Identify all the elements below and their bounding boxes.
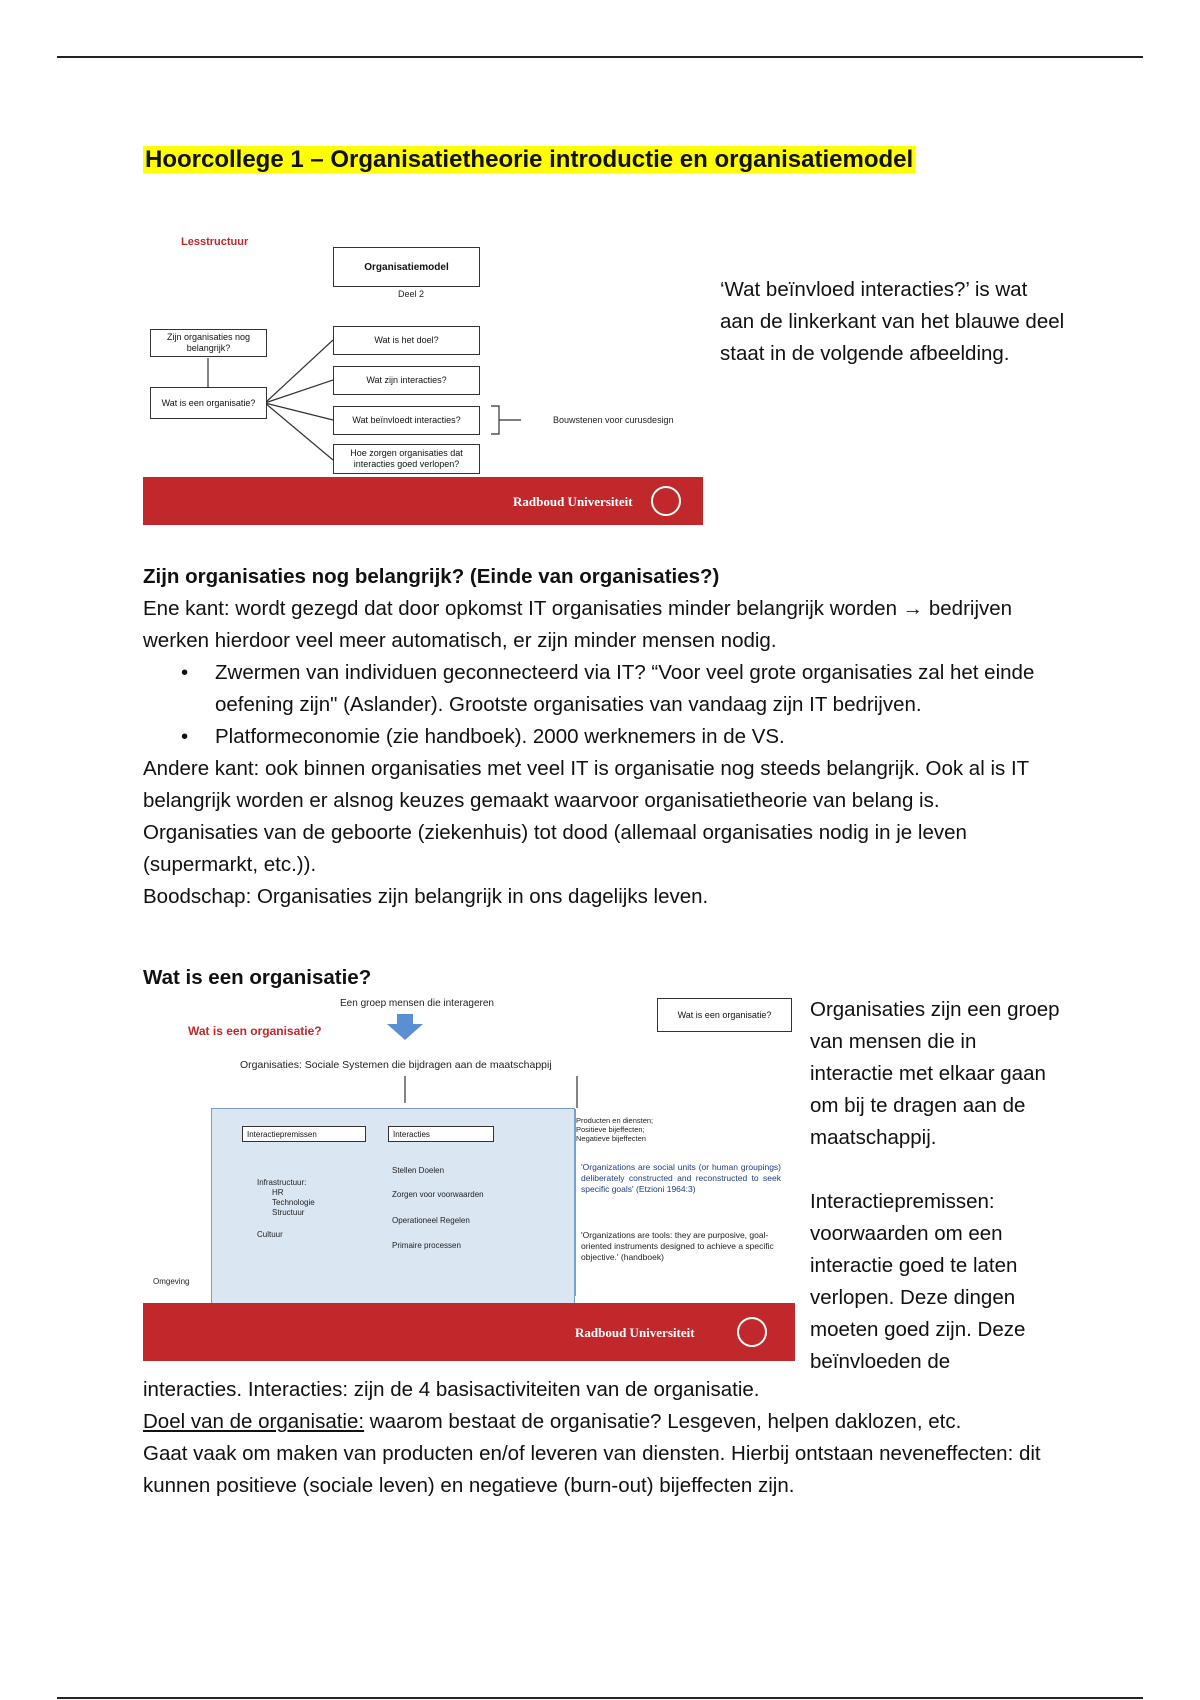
deel-label: Deel 2	[398, 289, 425, 299]
effect-item: Negatieve bijeffecten	[576, 1134, 646, 1143]
interacties-box: Interacties	[388, 1126, 494, 1142]
university-seal-icon	[651, 486, 681, 516]
quote-etzioni: 'Organizations are social units (or human groupings) deliberately constructed and reconstructed to seek specific goals' (Etzioni 1964:3)	[581, 1162, 781, 1194]
effect-item: Producten en diensten;	[576, 1116, 654, 1125]
section-belangrijk	[143, 561, 1058, 913]
quote-handboek: 'Organizations are tools: they are purposive, goal-oriented instruments designed to achieve a specific objective.' (handboek)	[581, 1230, 774, 1262]
university-seal-icon	[737, 1317, 767, 1347]
paragraph: Boodschap: Organisaties zijn belangrijk in ons dagelijks leven.	[143, 885, 709, 908]
section-heading: Zijn organisaties nog belangrijk? (Einde van organisaties?)	[143, 565, 720, 588]
paragraph: Ene kant: wordt gezegd dat door opkomst IT organisaties minder belangrijk worden → bedrijven werken hierdoor veel meer automatisch, er zijn minder mensen nodig.	[143, 597, 1013, 652]
slide-footer-band	[143, 1303, 795, 1361]
paragraph	[143, 1406, 1058, 1438]
box-belangrijk: Zijn organisaties nog belangrijk?	[150, 329, 267, 357]
list-item: • Zwermen van individuen geconnecteerd via IT? “Voor veel grote organisaties zal het einde oefening zijn" (Aslander). Grootste organisaties van vandaag zijn IT bedrijven.	[143, 657, 1058, 721]
bouwstenen-label: Bouwstenen voor curusdesign	[553, 415, 674, 425]
slide-lesstructuur	[143, 213, 703, 525]
operationeel-label: Operationeel Regelen	[392, 1216, 470, 1225]
section-wat-is-text	[143, 1374, 1058, 1502]
infra-item: Technologie	[272, 1198, 315, 1207]
infra-item: HR	[272, 1188, 284, 1197]
side-note-1: ‘Wat beïnvloed interacties?’ is wat aan de linkerkant van het blauwe deel staat in de volgende afbeelding.	[720, 278, 1065, 365]
groep-label: Een groep mensen die interageren	[340, 998, 494, 1009]
bullet-list	[143, 657, 1058, 753]
infra-label: Infrastructuur:	[257, 1178, 307, 1187]
paragraph: Organisaties zijn een groep van mensen die in interactie met elkaar gaan om bij te dragen aan de maatschappij.	[810, 998, 1060, 1149]
side-note-2	[810, 994, 1065, 1378]
doel-text: waarom bestaat de organisatie? Lesgeven, helpen daklozen, etc.	[364, 1410, 962, 1433]
slide-label: Lesstructuur	[181, 236, 249, 248]
footer-rule	[57, 1697, 1143, 1699]
box-hoe: Hoe zorgen organisaties dat interacties goed verlopen?	[333, 444, 480, 474]
box-interacties: Wat zijn interacties?	[333, 366, 480, 395]
university-name: Radboud Universiteit	[513, 494, 633, 509]
doel-label: Doel van de organisatie:	[143, 1410, 365, 1433]
primaire-label: Primaire processen	[392, 1241, 461, 1250]
slide-title: Wat is een organisatie?	[188, 1024, 322, 1038]
sociale-systemen-label: Organisaties: Sociale Systemen die bijdragen aan de maatschappij	[240, 1059, 552, 1071]
section-heading-wat-is: Wat is een organisatie?	[143, 966, 372, 989]
interactiepremissen-box: Interactiepremissen	[242, 1126, 366, 1142]
paragraph: Andere kant: ook binnen organisaties met veel IT is organisatie nog steeds belangrijk. Ook al is IT belangrijk worden er alsnog keuzes gemaakt waarvoor organisatietheorie van belang is. Organisaties van de geboorte (ziekenhuis) tot dood (allemaal organisaties nodig in je leven (supermarkt, etc.)).	[143, 757, 1029, 876]
interaction-model-area	[211, 1108, 575, 1308]
paragraph: interacties. Interacties: zijn de 4 basisactiviteiten van de organisatie.	[143, 1378, 760, 1401]
effect-item: Positieve bijeffecten;	[576, 1125, 645, 1134]
slide-wat-is-organisatie	[143, 996, 795, 1361]
paragraph: Gaat vaak om maken van producten en/of leveren van diensten. Hierbij ontstaan neveneffecten: dit kunnen positieve (sociale leven) en negatieve (burn-out) bijeffecten zijn.	[143, 1442, 1041, 1497]
zorgen-label: Zorgen voor voorwaarden	[392, 1190, 484, 1199]
stellen-label: Stellen Doelen	[392, 1166, 445, 1175]
box-wat-is: Wat is een organisatie?	[150, 387, 267, 419]
box-doel: Wat is het doel?	[333, 326, 480, 355]
infra-item: Structuur	[272, 1208, 305, 1217]
box-beinvloedt: Wat beïnvloedt interacties?	[333, 406, 480, 435]
slide-footer-band	[143, 477, 703, 525]
paragraph: Interactiepremissen: voorwaarden om een interactie goed te laten verlopen. Deze dingen moeten goed zijn. Deze beïnvloeden de	[810, 1190, 1026, 1373]
header-rule	[57, 56, 1143, 58]
page-title: Hoorcollege 1 – Organisatietheorie introductie en organisatiemodel	[145, 146, 914, 173]
box-organisatiemodel: Organisatiemodel	[333, 247, 480, 287]
omgeving-label: Omgeving	[153, 1277, 190, 1286]
cultuur-label: Cultuur	[257, 1230, 283, 1239]
corner-box: Wat is een organisatie?	[657, 998, 792, 1032]
university-name: Radboud Universiteit	[575, 1325, 695, 1340]
blank-line	[810, 1154, 1065, 1186]
list-item: • Platformeconomie (zie handboek). 2000 werknemers in de VS.	[143, 721, 1058, 753]
